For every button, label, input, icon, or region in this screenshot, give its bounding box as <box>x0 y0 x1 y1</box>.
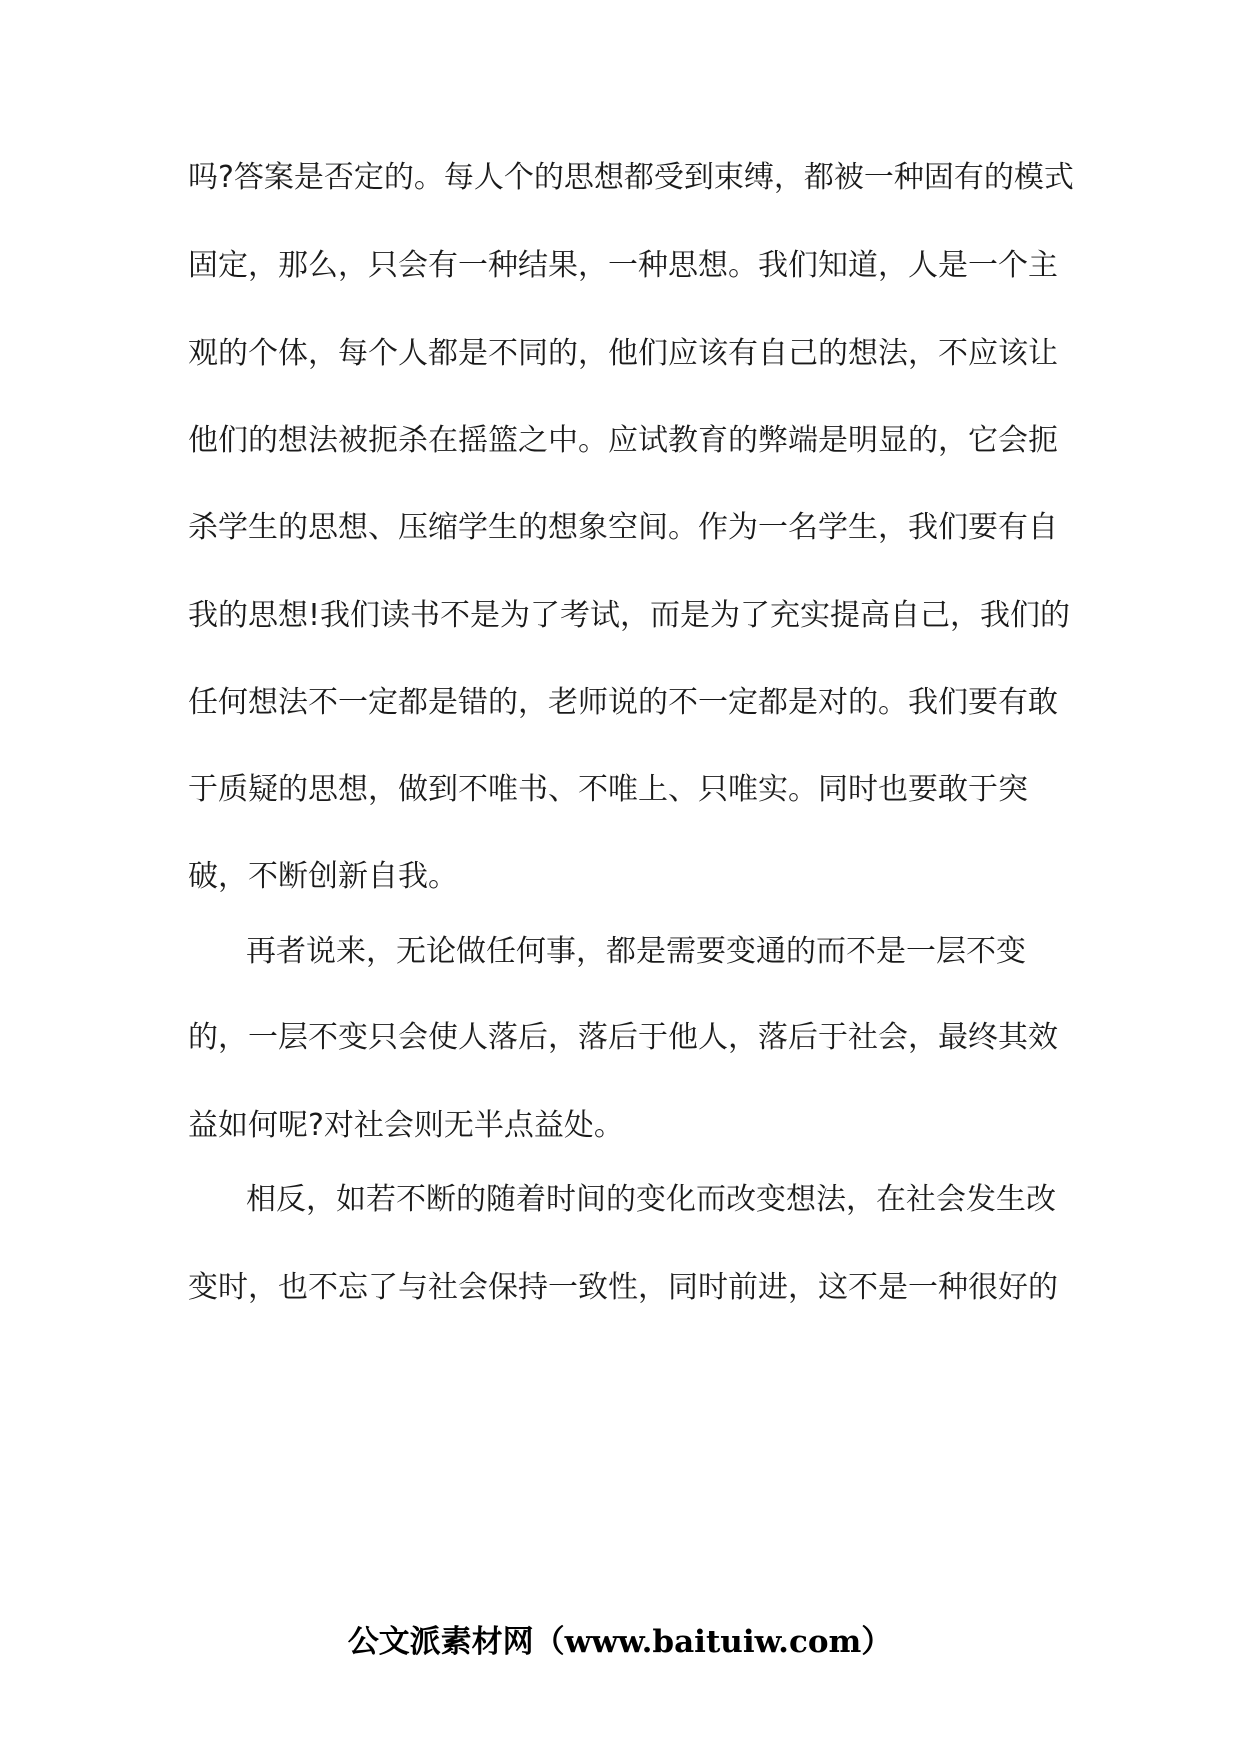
paragraph-line: 杀学生的思想、压缩学生的想象空间。作为一名学生，我们要有自 <box>188 510 1058 545</box>
paragraph-line: 益如何呢?对社会则无半点益处。 <box>188 1108 624 1143</box>
paragraph-line: 观的个体，每个人都是不同的，他们应该有自己的想法，不应该让 <box>188 336 1058 371</box>
paragraph-line: 于质疑的思想，做到不唯书、不唯上、只唯实。同时也要敢于突 <box>188 772 1028 807</box>
paragraph-line: 再者说来，无论做任何事，都是需要变通的而不是一层不变 <box>246 934 1026 969</box>
paragraph-line: 吗?答案是否定的。每人个的思想都受到束缚，都被一种固有的模式 <box>188 160 1074 195</box>
paragraph-line: 相反，如若不断的随着时间的变化而改变想法，在社会发生改 <box>246 1182 1056 1217</box>
footer-source-credit: 公文派素材网（www.baituiw.com） <box>347 1624 893 1660</box>
paragraph-line: 固定，那么，只会有一种结果，一种思想。我们知道，人是一个主 <box>188 248 1058 283</box>
paragraph-line: 他们的想法被扼杀在摇篮之中。应试教育的弊端是明显的，它会扼 <box>188 423 1058 458</box>
paragraph-line: 的，一层不变只会使人落后，落后于他人，落后于社会，最终其效 <box>188 1020 1058 1055</box>
paragraph-line: 我的思想!我们读书不是为了考试，而是为了充实提高自己，我们的 <box>188 598 1071 633</box>
paragraph-line: 变时，也不忘了与社会保持一致性，同时前进，这不是一种很好的 <box>188 1270 1058 1305</box>
paragraph-line: 任何想法不一定都是错的，老师说的不一定都是对的。我们要有敢 <box>188 685 1058 720</box>
paragraph-line: 破，不断创新自我。 <box>188 859 458 894</box>
